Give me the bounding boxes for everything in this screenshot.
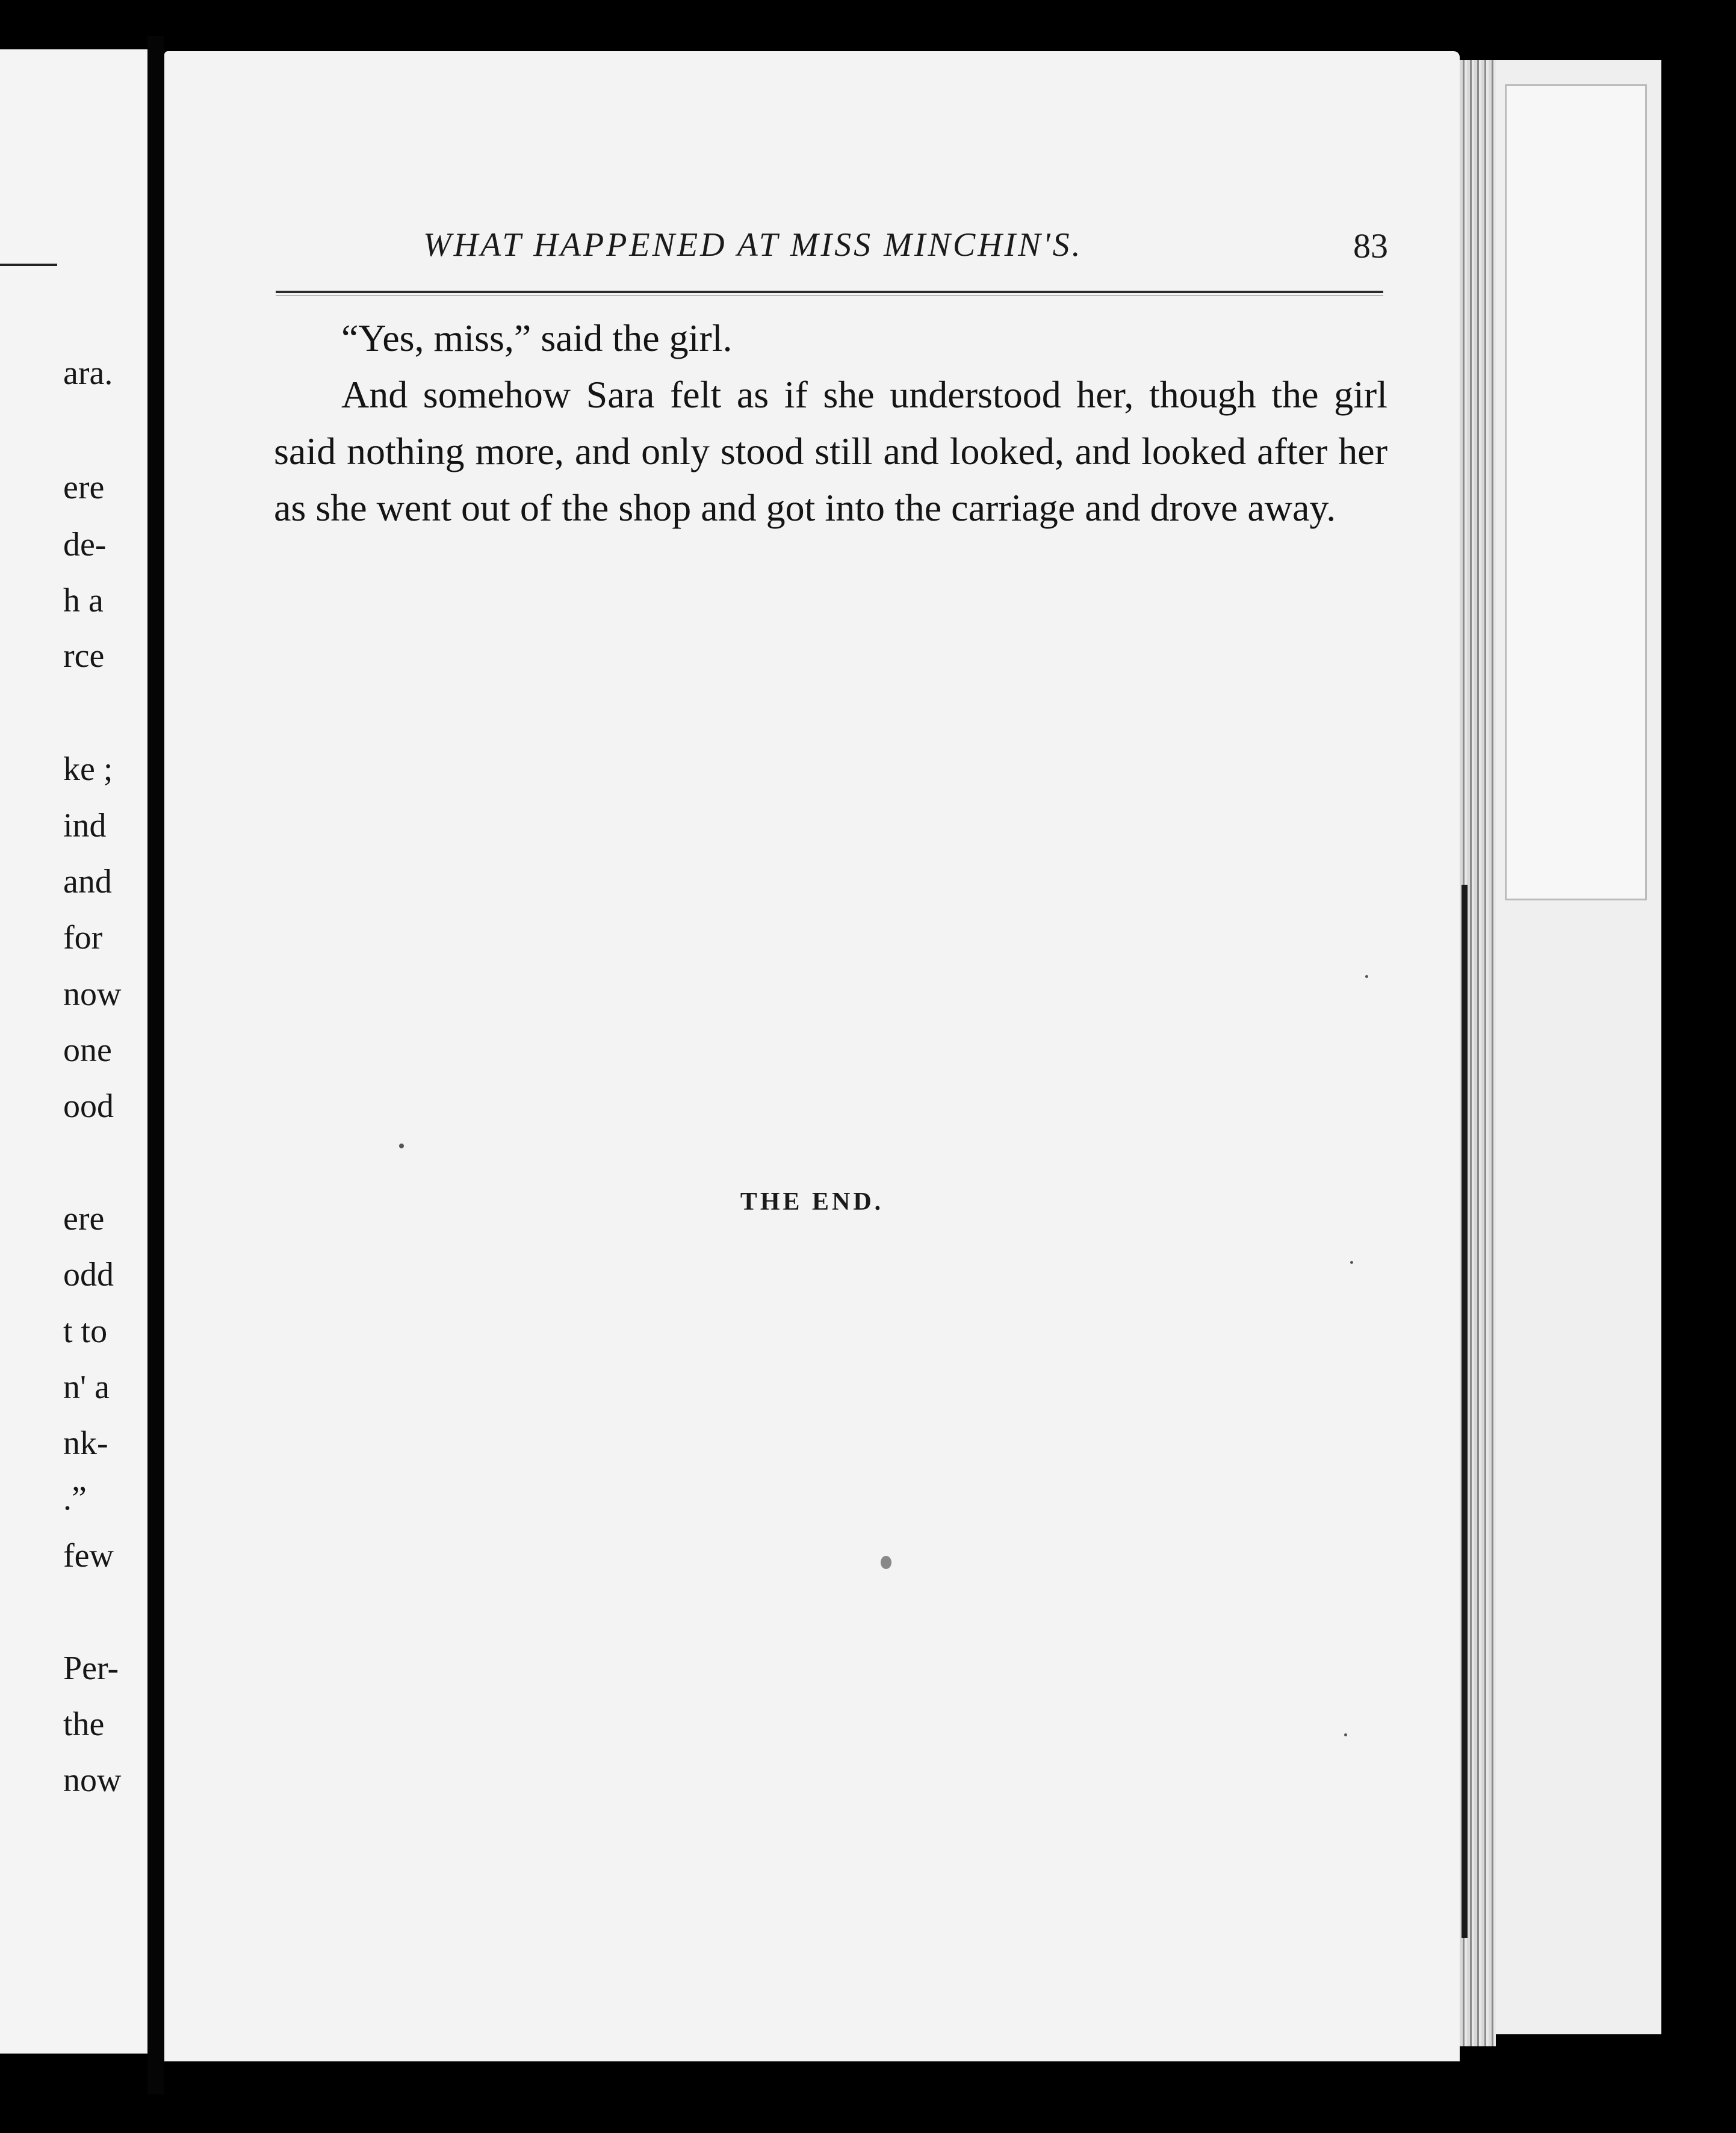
body-text <box>274 310 1387 536</box>
left-page-line: ood <box>63 1088 114 1125</box>
left-page-line: the <box>63 1706 105 1743</box>
paragraph: And somehow Sara felt as if she understood her, though the girl said nothing more, and only stood still and looked, and looked after her as she went out of the shop and got into the carriage and drove away. <box>274 373 1387 529</box>
left-page-line: .” <box>63 1480 87 1517</box>
left-page-line: ind <box>63 807 107 844</box>
left-page-line: n' a <box>63 1369 110 1406</box>
left-page-line: for <box>63 919 103 956</box>
left-page-line: nk- <box>63 1425 108 1462</box>
left-page-line: now <box>63 1762 122 1799</box>
left-page-line: odd <box>63 1256 114 1293</box>
left-page-line: now <box>63 976 122 1013</box>
left-page-line: and <box>63 863 112 900</box>
header-rule <box>276 291 1383 293</box>
left-page-line: de- <box>63 526 107 563</box>
left-facing-page <box>0 49 147 2054</box>
left-page-line: one <box>63 1032 112 1069</box>
left-page-line: ere <box>63 1200 105 1237</box>
paragraph: “Yes, miss,” said the girl. <box>341 317 733 359</box>
left-page-line: t to <box>63 1313 108 1350</box>
left-page-line: few <box>63 1537 114 1574</box>
left-page-line: ere <box>63 469 105 506</box>
scan-speck <box>881 1556 891 1569</box>
left-page-line: ara. <box>63 354 113 392</box>
page-edge-shadow <box>1462 885 1468 1938</box>
scan-speck <box>399 1144 404 1148</box>
page-number: 83 <box>1353 226 1388 265</box>
end-mark: THE END. <box>740 1188 884 1216</box>
running-title: WHAT HAPPENED AT MISS MINCHIN'S. <box>423 226 1083 264</box>
back-cover-inset <box>1505 84 1647 900</box>
left-page-line: ke ; <box>63 751 113 788</box>
left-page-line: rce <box>63 637 105 675</box>
left-page-rule <box>0 264 57 266</box>
scan-speck <box>1344 1733 1347 1736</box>
left-page-line: h a <box>63 582 104 619</box>
scan-speck <box>1365 975 1368 978</box>
left-page-line: Per- <box>63 1650 119 1687</box>
book-page <box>164 51 1460 2061</box>
book-gutter <box>147 36 164 2094</box>
scan-speck <box>1350 1261 1353 1264</box>
